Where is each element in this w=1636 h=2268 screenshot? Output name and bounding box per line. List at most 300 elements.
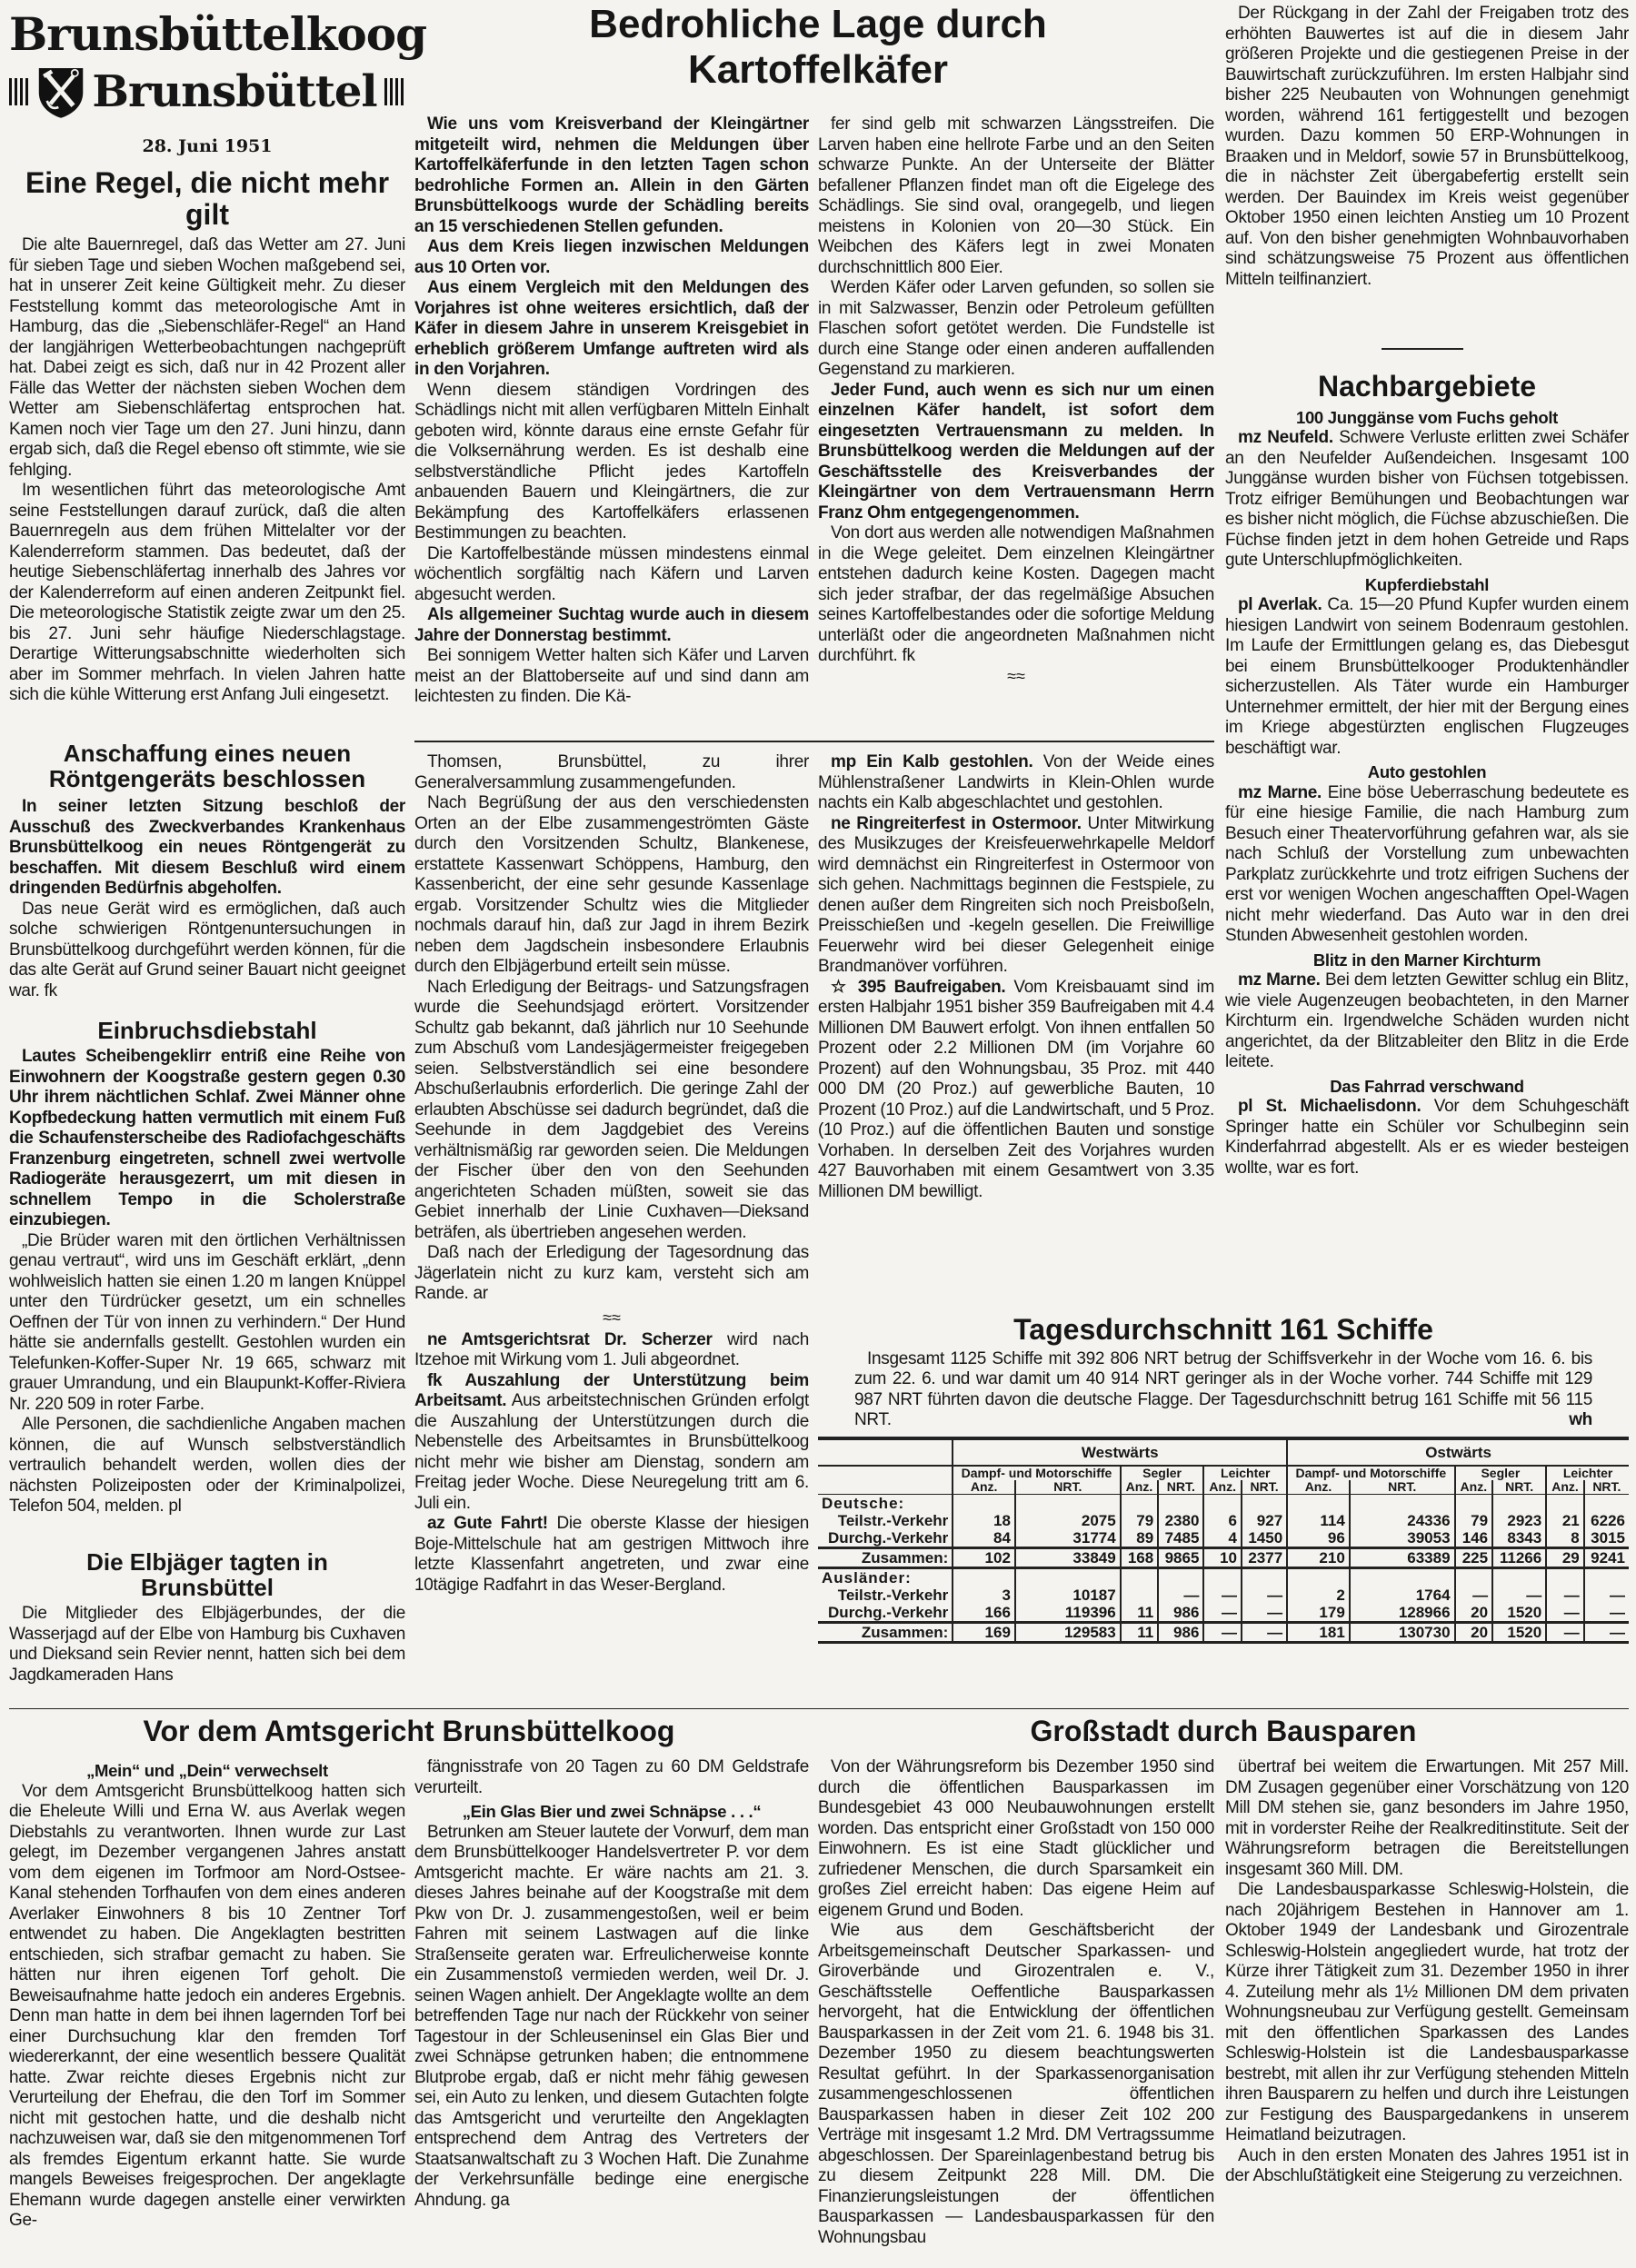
divider (414, 741, 1214, 742)
paragraph (1225, 1880, 1629, 2146)
dateline: fk Auszahlung der Unterstützung beim Arbeitsamt. (414, 1370, 809, 1410)
table-cell: — (1203, 1587, 1242, 1604)
paragraph-text: Vor dem Schuhgeschäft Springer hatte ein Schüler vor Schulbeginn sein Kinderfahrrad abgestellt. Als er es wieder besteigen wollte, war es fort. (1225, 1097, 1629, 1178)
masthead-subtitle: Brunsbüttel (92, 66, 377, 117)
unit-header: NRT. (1242, 1480, 1287, 1495)
paragraph-text: Ca. 15—20 Pfund Kupfer wurden einem hiesigen Landwirt von seinem Bodenraum gestohlen. Im Laufe der Ermittlungen gelang es, das Diebesgut bei einem Brunsbüttelkooger Produktenhändler sicherzustellen. Als Täter wurde ein Hamburger Unternehmer ermittelt, der hier mit der Bergung eines im Kriege abgestürzten englischen Flugzeuges beschäftigt war. (1225, 595, 1629, 758)
empty-cell (1584, 1567, 1629, 1587)
paragraph-list (9, 235, 405, 706)
article-headline: Anschaffung eines neuen Röntgengeräts beschlossen (48, 740, 366, 793)
empty-cell (1546, 1494, 1584, 1512)
paragraph-text: Wie aus dem Geschäftsbericht der Arbeitsgemeinschaft Deutscher Sparkassen- und Giroverbände und Girozentralen e. V., Geschäftsstelle Oeffentliche Bausparkassen hervorgeht, hat die Entwicklung der öffentlichen Bausparkassen in der Zeit vom 21. 6. 1948 bis 31. Dezember 1950 zu diesem beachtungswerten Resultat geführt. In der Sparkassenorganisation zusammengeschlossenen öffentlichen Bausparkassen haben in dieser Zeit 102 200 Verträge mit insgesamt 1.2 Mrd. DM Vertragssumme abgeschlossen. Der Spareinlagenbestand betrug bis zu diesem Zeitpunkt 228 Mill. DM. Die Finanzierungsleistungen der öffentlichen Bausparkassen — Landesbausparkassen für den Wohnungsbau (818, 1921, 1214, 2247)
article-bausparen-col-a (818, 1757, 1214, 2248)
paragraph (1225, 1097, 1629, 1179)
ship-type-header: Segler (1455, 1466, 1547, 1480)
paragraph-text: fer sind gelb mit schwarzen Längsstreifen. Die Larven haben eine hellrote Farbe und an den Seiten schwarze Punkte. An der Unterseite der Blätter befallener Pflanzen findet man oft die Eigelege des Schädlings. Sie sind oval, orangegelb, und liegen meistens in Kolonien von 20—30 Stück. Ein Weibchen des Käfers legt in zwei Monaten durchschnittlich 800 Eier. (818, 114, 1214, 277)
dateline: mz Marne. (1238, 970, 1321, 990)
paragraph-list (9, 797, 405, 1001)
table-cell: 2923 (1492, 1512, 1546, 1529)
table-cell: 31774 (1015, 1529, 1121, 1548)
paragraph (414, 381, 809, 544)
paragraph-list (1225, 1757, 1629, 2187)
table-cell: 20 (1455, 1604, 1493, 1623)
dateline: mp Ein Kalb gestohlen. (831, 752, 1033, 771)
table-cell: 6226 (1584, 1512, 1629, 1529)
paragraph-text: Nach Erledigung der Beitrags- und Satzungsfragen wurde die Seehundsjagd erörtert. Vorsitzender Schultz gab bekannt, daß jährlich nur 10 Seehunde zum Abschuß vom Landesjägermeister freigegeben seien. Selbstverständlich sei eine besondere Abschußerlaubnis erforderlich. Die geringe Zahl der erlaubten Abschüsse sei dadurch begründet, daß die Seehunde in dem Jagdgebiet des Vereins verhältnismäßig rar geworden seien. Die Meldungen der Fischer über den von den Seehunden angerichteten Schaden müßten, soweit sie das Gebiet innerhalb der Linie Cuxhaven—Dieksand beträfen, als übertrieben angesehen werden. (414, 977, 809, 1242)
paragraph (1225, 2146, 1629, 2187)
paragraph-list (414, 752, 809, 1305)
row-label: Durchg.-Verkehr (828, 1528, 949, 1547)
article-headline: Vor dem Amtsgericht Brunsbüttelkoog (143, 1715, 675, 1747)
article-amtsgericht-col-a (9, 1757, 405, 2232)
empty-cell (1350, 1494, 1455, 1512)
table-cell: — (1158, 1587, 1203, 1604)
section-label: Deutsche: (822, 1494, 905, 1512)
table-cell: 986 (1158, 1604, 1203, 1623)
paragraph-text: Aus einem Vergleich mit den Meldungen des Vorjahres ist ohne weiteres ersichtlich, daß der Käfer in diesem Jahre in unserem Kreisgebiet in erheblich größerem Umfange auftreten wird als in den Vorjahren. (414, 278, 809, 379)
table-cell: 8 (1546, 1529, 1584, 1548)
table-cell: 181 (1287, 1622, 1350, 1642)
paragraph (818, 978, 1214, 1203)
corner-cell (818, 1466, 953, 1480)
table-cell: — (1455, 1587, 1493, 1604)
paragraph-list (9, 1761, 405, 2232)
paragraph (414, 278, 809, 381)
table-cell: — (1242, 1622, 1287, 1642)
paragraph-text: 100 Junggänse vom Fuchs geholt (1295, 407, 1559, 427)
table-cell: — (1546, 1604, 1584, 1623)
table-row (818, 1512, 1629, 1529)
table-cell: 24336 (1350, 1512, 1455, 1529)
table-cell: 11266 (1492, 1547, 1546, 1567)
paragraph (414, 752, 809, 793)
article-schiffe (818, 1314, 1629, 1644)
article-intro (854, 1349, 1592, 1431)
paragraph-list (818, 1757, 1214, 2248)
section-headline: Nachbargebiete (1317, 370, 1537, 403)
table-cell: 986 (1158, 1622, 1203, 1642)
empty-cell (1584, 1494, 1629, 1512)
paragraph-text: Auch in den ersten Monaten des Jahres 1951 ist in der Abschlußtätigkeit eine Steigerung zu verzeichnen. (1225, 2145, 1629, 2185)
paragraph-text: Thomsen, Brunsbüttel, zu ihrer Generalversammlung zusammengefunden. (414, 752, 809, 792)
local-notes (818, 752, 1214, 1202)
article-headline: Eine Regel, die nicht mehr gilt (25, 166, 390, 231)
banner-ornament (384, 78, 405, 105)
banner-ornament (9, 78, 30, 105)
article-kartoffel-col-b (818, 114, 1214, 685)
table-cell: — (1242, 1587, 1287, 1604)
separator: ≈≈ (1007, 666, 1025, 685)
paragraph (9, 1047, 405, 1231)
table-cell: — (1546, 1587, 1584, 1604)
header-row (818, 1438, 1629, 1466)
section-row (818, 1567, 1629, 1587)
table-cell: — (1584, 1604, 1629, 1623)
dateline: pl Averlak. (1238, 595, 1322, 615)
paragraph-text: Auto gestohlen (1367, 762, 1487, 782)
paragraph-text: Vom Kreisbauamt sind im ersten Halbjahr 1951 bisher 359 Baufreigaben mit 4.4 Millionen DM Bauwert erfolgt. Von ihnen entfallen 50 Prozent oder 2.2 Millionen DM (im Vorjahre 60 Prozent) auf den Wohnungsbau, 35 Proz. mit 440 000 DM (20 Proz.) auf gewerbliche Bauten, 10 Prozent (10 Proz.) auf die Landwirtschaft, und 5 Proz. (10 Proz.) auf die öffentlichen Bauten und sonstige Vorhaben. In derselben Zeit des Vorjahres wurden 427 Bauvorhaben mit einem Gesamtwert von 3.35 Millionen DM bewilligt. (818, 977, 1214, 1201)
paragraph (414, 1757, 809, 1798)
header-row (818, 1480, 1629, 1495)
table-cell: 1520 (1492, 1604, 1546, 1623)
coat-of-arms-icon (37, 62, 85, 122)
paragraph-text: Die Mitglieder des Elbjägerbundes, der die Wasserjagd auf der Elbe von Hamburg bis Cuxhaven und Dieksand sein Revier nennt, hatten sich bei dem Jagdkameraden Hans (9, 1604, 405, 1685)
subheading (9, 1761, 405, 1782)
paragraph-list (818, 752, 1214, 1202)
unit-header: NRT. (1158, 1480, 1203, 1495)
unit-header: NRT. (1350, 1480, 1455, 1495)
paragraph-list (414, 1330, 809, 1597)
section-row (818, 1494, 1629, 1512)
unit-header: Anz. (1203, 1480, 1242, 1495)
table-cell: 210 (1287, 1547, 1350, 1567)
table-cell: 927 (1242, 1512, 1287, 1529)
paragraph-text: Vor dem Amtsgericht Brunsbüttelkoog hatten sich die Eheleute Willi und Erna W. aus Averlak wegen Diebstahls zu verantworten. Ihnen wurde zur Last gelegt, im Dezember vergangenen Jahres anstatt vom dem eigenen im Torfmoor am Nord-Ostsee-Kanal stehenden Torfhaufen von dem eines anderen Averlaker Einwohners 8 bis 10 Zentner Torf entwendet zu haben. Die Angeklagten bestritten entschieden, sich strafbar gemacht zu haben. Sie hätten nur ihren eigenen Torf geholt. Die Beweisaufnahme hatte jedoch ein anderes Ergebnis. Denn man hatte in dem bei ihnen lagernden Torf bei einer Durchsuchung klar den fremden Torf wiedererkannt, der eine wesentlich bessere Qualität hatte. Zwar reichte dieses Ergebnis nicht zur Verurteilung der Ehefrau, die den Torf im Sommer nicht mit gestochen hatte, und die deshalb nicht nachzuweisen war, daß sie den mitgenommenen Torf als fremdes Eigentum erkannt hatte. Sie wurde mangels Beweises freigesprochen. Der angeklagte Ehemann wurde dagegen anstelle einer verwirkten Ge- (9, 1781, 405, 2230)
paragraph (414, 1514, 809, 1596)
empty-cell (1350, 1567, 1455, 1587)
paragraph (818, 814, 1214, 978)
paragraph (414, 1243, 809, 1305)
paragraph (818, 1757, 1214, 1921)
table-cell: 96 (1287, 1529, 1350, 1548)
masthead (9, 7, 427, 122)
unit-header: Anz. (1287, 1480, 1350, 1495)
table-cell: — (1546, 1622, 1584, 1642)
dateline: az Gute Fahrt! (427, 1514, 548, 1533)
paragraph-text: wird nach Itzehoe mit Wirkung vom 1. Juli abgeordnet. (414, 1329, 809, 1369)
paragraph (1225, 428, 1629, 572)
article-headline: Einbruchsdiebstahl (97, 1017, 317, 1044)
corner-cell (818, 1438, 953, 1466)
paragraph-text: Jeder Fund, auch wenn es sich nur um einen einzelnen Käfer handelt, ist sofort dem eingesetzten Vertrauensmann zu melden. In Brunsbüttelkoog werden die Meldungen auf der Geschäftsstelle des Kreisverbandes der Kleingärtner von dem Vertrauensmann Herrn Franz Ohm entgegengenommen. (818, 380, 1214, 522)
ship-type-header: Dampf- und Motorschiffe (953, 1466, 1120, 1480)
paragraph-text: „Mein“ und „Dein“ verwechselt (86, 1761, 328, 1780)
table-cell: 9865 (1158, 1547, 1203, 1567)
direction-header: Ostwärts (1287, 1438, 1629, 1466)
paragraph-text: Aus arbeitstechnischen Gründen erfolgt die Auszahlung der Unterstützungen durch die Nebenstelle des Arbeitsamtes in Brunsbüttelkoog nicht mehr wie bisher am Dienstag, sondern am Freitag jeder Woche. Diese Neuregelung tritt am 6. Juli ein. (414, 1391, 809, 1513)
row-label: Zusammen: (818, 1547, 953, 1567)
table-cell: 2377 (1242, 1547, 1287, 1567)
article-elbjaeger-cont (414, 752, 809, 1596)
table-cell: — (1203, 1604, 1242, 1623)
masthead-title: Brunsbüttelkoog (9, 7, 427, 61)
table-cell: 11 (1121, 1622, 1159, 1642)
paragraph-text: Von dort aus werden alle notwendigen Maßnahmen in die Wege geleitet. Dem einzelnen Kleingärtner entstehen dadurch keine Kosten. Dagegen macht sich jeder strafbar, der das regelmäßige Absuchen seines Kartoffelbestandes oder die sofortige Meldung unterläßt oder die angeordneten Maßnahmen nicht durchführt. fk (818, 523, 1214, 665)
table-cell: — (1492, 1587, 1546, 1604)
paragraph (1225, 595, 1629, 759)
table-cell: 10 (1203, 1547, 1242, 1567)
table-cell: 33849 (1015, 1547, 1121, 1567)
row-label: Teilstr.-Verkehr (837, 1586, 949, 1604)
subheading (1225, 1077, 1629, 1098)
row-label: Teilstr.-Verkehr (837, 1511, 949, 1529)
paragraph-list (9, 1604, 405, 1686)
unit-header: NRT. (1015, 1480, 1121, 1495)
dateline: ☆ 395 Baufreigaben. (831, 977, 1006, 997)
paragraph (414, 544, 809, 606)
unit-header: Anz. (1546, 1480, 1584, 1495)
paragraph (818, 114, 1214, 278)
paragraph-text: Von der Währungsreform bis Dezember 1950 sind durch die öffentlichen Bausparkassen im Bundesgebiet 43 000 Neubauwohnungen erstellt worden. Das entspricht einer Großstadt von 150 000 Einwohnern. Es ist eine Stadt glücklicher und zufriedener Menschen, die durch Sparsamkeit ein großes Ziel erreicht haben: Das eigene Heim auf eigenem Grund und Boden. (818, 1757, 1214, 1920)
article-baufreigaben-cont (1225, 4, 1629, 290)
intro-text: Insgesamt 1125 Schiffe mit 392 806 NRT betrug der Schiffsverkehr in der Woche vom 16. 6. bis zum 22. 6. und war damit um 40 914 NRT geringer als in der Woche vorher. 744 Schiffe mit 129 987 NRT führten davon die deutsche Flagge. Der Tagesdurchschnitt betrug 161 Schiffe mit 56 115 NRT. (854, 1348, 1592, 1430)
article-amtsgericht-col-b (414, 1757, 809, 2211)
table-cell: 169 (953, 1622, 1015, 1642)
empty-cell (1287, 1567, 1350, 1587)
table-cell: 79 (1121, 1512, 1159, 1529)
paragraph (414, 114, 809, 237)
paragraph-text: Daß nach der Erledigung der Tagesordnung das Jägerlatein nicht zu kurz kam, versteht sich am Rande. ar (414, 1243, 809, 1303)
paragraph-text: „Die Brüder waren mit den örtlichen Verhältnissen genau vertraut“, wird uns im Geschäft erklärt, „denn wohlweislich hatten sie einen 1.20 m langen Knüppel unter den Türdrücker gesetzt, um ein schnelles Oeffnen der Tür von innen zu verhindern.“ Der Hund hätte sie andernfalls gestellt. Gestohlen wurden ein Telefunken-Koffer-Super Nr. 19 665, schwarz mit grauer Umrandung, und ein Blaupunkt-Koffer-Riviera Nr. 220 509 in roter Farbe. (9, 1230, 405, 1414)
paragraph-text: übertraf bei weitem die Erwartungen. Mit 257 Mill. DM Zusagen gegenüber einer Vorschätzung von 120 Mill DM stehen sie, ganz besonders im Jahre 1950, mit in vorderster Reihe der Realkreditinstitute. Seit der Währungsreform betragen die Bereitstellungen insgesamt 360 Mill. DM. (1225, 1757, 1629, 1879)
paragraph (9, 481, 405, 706)
table-cell: 114 (1287, 1512, 1350, 1529)
unit-header: NRT. (1584, 1480, 1629, 1495)
table-cell: 168 (1121, 1547, 1159, 1567)
paragraph-list (414, 114, 809, 708)
empty-cell (1203, 1494, 1242, 1512)
table-cell: 1520 (1492, 1622, 1546, 1642)
dateline: ne Amtsgerichtsrat Dr. Scherzer (427, 1329, 713, 1349)
table-cell: 2 (1287, 1587, 1350, 1604)
paragraph (1225, 4, 1629, 290)
paragraph (414, 237, 809, 278)
table-cell: 89 (1121, 1529, 1159, 1548)
paragraph (414, 646, 809, 708)
ship-type-header: Segler (1121, 1466, 1204, 1480)
subheading (1225, 408, 1629, 429)
paragraph (818, 1921, 1214, 2248)
table-cell: 146 (1455, 1529, 1493, 1548)
paragraph-text: Im wesentlichen führt das meteorologische Amt seine Feststellungen darauf zurück, daß die alten Bauernregeln aus dem frühen Mittelalter vor der Kalenderreform stammen. Das bedeutet, daß der heutige Siebenschläfertag innerhalb des Jahres vor der Kalenderreform auf einen anderen Zeitpunkt fiel. Die meteorologische Statistik zeigte zwar um den 25. bis 27. Juni sehr häufige Niederschlagstage. Derartige Witterungsabschnitte wiederholten sich aber im Sommer mehrfach. In vielen Jahren hatte sich die kühle Witterung erst Anfang Juli eingesetzt. (9, 481, 405, 705)
paragraph-text: „Ein Glas Bier und zwei Schnäpse . . .“ (462, 1802, 762, 1821)
table-cell: 179 (1287, 1604, 1350, 1623)
paragraph (818, 523, 1214, 667)
table-cell: 11 (1121, 1604, 1159, 1623)
empty-cell (1492, 1494, 1546, 1512)
paragraph (818, 381, 1214, 524)
table-cell: 6 (1203, 1512, 1242, 1529)
paragraph-text: Eine böse Ueberraschung bedeutete es für eine hiesige Familie, die nach Hamburg zum Besuch einer Theatervorführung gefahren war, als sie nach Schluß der Vorstellung zum unbewachten Parkplatz zurückkehrte und trotz eifrigen Suchens der erst vor wenigen Wochen angeschafften Opel-Wagen nicht mehr wiederfand. Das Auto war in den drei Stunden Abwesenheit gestohlen worden. (1225, 782, 1630, 946)
article-headline: Großstadt durch Bausparen (1030, 1715, 1417, 1747)
table-row (818, 1622, 1629, 1642)
paragraph-list (1225, 408, 1629, 1179)
paragraph (414, 1330, 809, 1371)
paragraph-text: Als allgemeiner Suchtag wurde auch in diesem Jahre der Donnerstag bestimmt. (414, 605, 809, 645)
paragraph-text: Die Kartoffelbestände müssen mindestens einmal wöchentlich sorgfältig nach Käfern und Larven abgesucht werden. (414, 543, 809, 604)
empty-cell (1455, 1567, 1493, 1587)
unit-header: NRT. (1492, 1480, 1546, 1495)
subheading (414, 1802, 809, 1823)
paragraph-text: Alle Personen, die sachdienliche Angaben machen können, die auf Wunsch selbstverständlich vertraulich behandelt werden, wollen dies der nächsten Polizeiposten oder der Kriminalpolizei, Telefon 504, melden. pl (9, 1415, 405, 1517)
table-cell: 2380 (1158, 1512, 1203, 1529)
empty-cell (1287, 1494, 1350, 1512)
table-cell: 29 (1546, 1547, 1584, 1567)
empty-cell (1158, 1494, 1203, 1512)
lead-headline: Bedrohliche Lage durch Kartoffelkäfer (589, 2, 1047, 92)
table-cell: 225 (1455, 1547, 1493, 1567)
paragraph-list (9, 1047, 405, 1517)
table-cell: — (1203, 1622, 1242, 1642)
paragraph-text: Wie uns vom Kreisverband der Kleingärtner mitgeteilt wird, nehmen die Meldungen über Kartoffelkäferfunde in den letzten Tagen schon bedrohliche Formen an. Allein in den Gärten Brunsbüttelkoogs wurde der Schädling bereits an 15 verschiedenen Stellen gefunden. (414, 114, 809, 236)
table-cell: 39053 (1350, 1529, 1455, 1548)
table-cell: 20 (1455, 1622, 1493, 1642)
separator: ≈≈ (603, 1308, 621, 1327)
dateline: mz Marne. (1238, 782, 1322, 802)
paragraph-text: Schwere Verluste erlitten zwei Schäfer an den Neufelder Außendeichen. Insgesamt 100 Junggänse wurden bisher von Füchsen totgebissen. Trotz eifriger Bemühungen und Beobachtungen war es bisher nicht möglich, die Füchse abzuschießen. Die Füchse finden jetzt in dem hohen Getreide und Raps gute Unterschlupfmöglichkeiten. (1225, 428, 1629, 571)
paragraph-text: Betrunken am Steuer lautete der Vorwurf, dem man dem Brunsbüttelkooger Handelsvertreter P. vor dem Amtsgericht machte. Er wäre nachts am 21. 3. dieses Jahres beinahe auf der Koogstraße mit dem Pkw von Dr. J. zusammengestoßen, weil er beim Fahren mit seinem Lastwagen auf die linke Straßenseite geraten war. Erfreulicherweise konnte ein Zusammenstoß vermieden werden, weil Dr. J. seinen Wagen anhielt. Der Angeklagte wollte an dem betreffenden Tage nur nach der Rückkehr von seiner Tagestour in der Schleuseninsel ein Glas Bier und zwei Schnäpse getrunken haben; die entnommene Blutprobe ergab, daß er nicht mehr fähig gewesen sei, ein Auto zu lenken, und diesem Gutachten folgte das Amtsgericht und verurteilte den Angeklagten entsprechend dem Antrag des Vertreters der Staatsanwaltschaft zu 3 Wochen Haft. Die Zunahme der Verkehrsunfälle bedinge eine energische Ahndung. ga (414, 1822, 809, 2210)
table-row (818, 1529, 1629, 1548)
row-label: Durchg.-Verkehr (828, 1603, 949, 1621)
paragraph (414, 1823, 809, 2212)
table-cell: — (1584, 1622, 1629, 1642)
empty-cell (1121, 1567, 1159, 1587)
paragraph (9, 235, 405, 481)
table-row (818, 1587, 1629, 1604)
paragraph-text: Der Rückgang in der Zahl der Freigaben trotz des erhöhten Bauwertes ist auf die in diesem Jahr größeren Projekte und die gestiegenen Preise in der Bauwirtschaft zurückzuführen. Im ersten Halbjahr sind bisher 225 Neubauten von Wohnungen genehmigt worden, während 161 fertiggestellt und bezogen wurden. Dazu kommen 50 ERP-Wohnungen in Braaken und in Meldorf, sowie 57 in Brunsbüttelkoog, die in nächster Zeit übergabefertig erstellt sein werden. Der Bauindex im Kreis weist gegenüber Oktober 1950 einen leichten Anstieg um 10 Prozent auf. Von den bisher genehmigten Wohnbauvorhaben sind schätzungsweise 75 Prozent aus öffentlichen Mitteln teilfinanziert. (1225, 4, 1629, 289)
empty-cell (953, 1494, 1015, 1512)
table-cell: 3015 (1584, 1529, 1629, 1548)
paragraph-text: Aus dem Kreis liegen inzwischen Meldungen aus 10 Orten vor. (414, 237, 809, 277)
table-cell: 21 (1546, 1512, 1584, 1529)
row-label: Zusammen: (818, 1622, 953, 1642)
paragraph-list (818, 114, 1214, 667)
empty-cell (1158, 1567, 1203, 1587)
table-row (818, 1547, 1629, 1567)
table-cell: 63389 (1350, 1547, 1455, 1567)
paragraph-text: Die alte Bauernregel, daß das Wetter am 27. Juni für sieben Tage und sieben Wochen maßgebend sei, hat in unserer Zeit keine Gültigkeit mehr. Zu dieser Feststellung kommt das meteorologische Amt in Hamburg, das die „Siebenschläfer-Regel“ an Hand der langjährigen Wetterbeobachtungen nachgeprüft hat. Dabei zeigt es sich, daß nur in 42 Prozent aller Fälle das Wetter der nächsten sieben Wochen dem Wetter am Siebenschläfertag entsprochen hat. Kamen noch vier Tage um den 27. Juni hinzu, dann ergab sich, daß die Regel ebenso oft stimmte, wie sie fehlging. (9, 235, 405, 480)
table-cell: 3 (953, 1587, 1015, 1604)
paragraph-text: Das Fahrrad verschwand (1330, 1076, 1524, 1096)
empty-cell (1492, 1567, 1546, 1587)
paragraph (9, 900, 405, 1002)
article-bausparen-col-b (1225, 1757, 1629, 2187)
table-cell: 8343 (1492, 1529, 1546, 1548)
direction-header: Westwärts (953, 1438, 1287, 1466)
paragraph-list (414, 1757, 809, 2211)
subheading (1225, 950, 1629, 971)
table-cell: 1764 (1350, 1587, 1455, 1604)
paragraph-text: Kupferdiebstahl (1364, 574, 1490, 594)
article-regel (9, 167, 405, 706)
paragraph-text: Von der Weide eines Mühlenstraßener Landwirts in Klein-Ohlen wurde nachts ein Kalb abgeschlachtet und gestohlen. (818, 752, 1214, 812)
subheading (1225, 762, 1629, 783)
paragraph-text: Bei dem letzten Gewitter schlug ein Blitz, wie viele Augenzeugen beobachteten, in den Marner Kirchturm ein. Irgendwelche Schäden wurden nicht angerichtet, da der Blitzableiter den Blitz in die Erde leitete. (1225, 970, 1629, 1072)
paragraph (1225, 970, 1629, 1073)
paragraph (818, 278, 1214, 381)
table-cell: 2075 (1015, 1512, 1121, 1529)
paragraph-text: Wenn diesem ständigen Vordringen des Schädlings nicht mit allen verfügbaren Mitteln Einhalt geboten wird, könnte daraus eine ernste Gefahr für die Volksernährung werden. Es ist deshalb eine selbstverständliche Pflicht jedes Kartoffeln anbauenden Bauern und Kleingärtners, die zur Bekämpfung des Kartoffelkäfers erlassenen Bestimmungen zu beachten. (414, 380, 809, 542)
empty-cell (1121, 1494, 1159, 1512)
paragraph-text: Lautes Scheibengeklirr entriß eine Reihe von Einwohnern der Koogstraße gestern gegen 0.30 Uhr ihrem nächtlichen Schlaf. Zwei Männer ohne Kopfbedeckung hatten vermutlich mit einem Fuß die Schaufensterscheibe des Radiofachgeschäfts Franzenburg eingetreten, schnell zwei wertvolle Radiogeräte herausgezerrt, um mit diesen in schnellem Tempo in die Scholerstraße einzubiegen. (9, 1047, 405, 1230)
empty-cell (1242, 1494, 1287, 1512)
section-label: Ausländer: (822, 1568, 912, 1587)
issue-date: 28. Juni 1951 (142, 136, 273, 156)
paragraph (1225, 783, 1629, 947)
subheading (1225, 575, 1629, 596)
article-elbjaeger (9, 1549, 405, 1686)
article-kartoffel-col-a (414, 114, 809, 708)
paragraph (818, 752, 1214, 814)
corner-cell (818, 1480, 953, 1495)
table-cell: 79 (1455, 1512, 1493, 1529)
table-cell: 84 (953, 1529, 1015, 1548)
article-headline: Die Elbjäger tagten in Brunsbüttel (86, 1548, 328, 1602)
paragraph-text: Unter Mitwirkung des Musikzuges der Kreisfeuerwehrkapelle Meldorf wird demnächst ein Ringreiterfest in Ostermoor von sich gehen. Nachmittags beginnen die Festspiele, zu denen außer dem Ringreiten sich noch Preisboßeln, Preisschießen und -kegeln gesellen. Die Freiwillige Feuerwehr wird bei dieser Gelegenheit einige Brandmanöver vorführen. (818, 813, 1214, 976)
empty-cell (1242, 1567, 1287, 1587)
paragraph (9, 797, 405, 900)
paragraph-text: In seiner letzten Sitzung beschloß der Ausschuß des Zweckverbandes Krankenhaus Brunsbüttelkoog ein neues Röntgengerät zu beschaffen. Mit diesem Beschluß wird einem dringenden Bedürfnis abgeholfen. (9, 797, 405, 899)
divider (9, 1708, 1629, 1709)
table-cell: 129583 (1015, 1622, 1121, 1642)
ship-traffic-table (818, 1437, 1629, 1644)
divider (1382, 348, 1463, 350)
paragraph (9, 1415, 405, 1517)
ship-type-header: Leichter (1546, 1466, 1629, 1480)
paragraph-text: Die Landesbausparkasse Schleswig-Holstein, die nach 20jährigem Bestehen in Hannover am 1. Oktober 1949 der Landesbank und Girozentrale Schleswig-Holstein angegliedert wurde, hat trotz der Kürze ihrer Tätigkeit zum 31. Dezember 1950 in ihrer 4. Zuteilung mehr als 1½ Millionen DM dem privaten Wohnungsneubau zur Verfügung gestellt. Gemeinsam mit den öffentlichen Sparkassen des Landes Schleswig-Holstein ist die Landesbausparkasse bestrebt, mit allen ihr zur Verfügung stehenden Mitteln ihren Bausparern zu helfen und durch ihre Leistungen zur Festigung des Bauspargedankens in unserem Heimatland beizutragen. (1225, 1880, 1629, 2144)
dateline: pl St. Michaelisdonn. (1238, 1097, 1422, 1117)
paragraph-text: Die oberste Klasse der hiesigen Boje-Mittelschule hat am gestrigen Mittwoch ihre letzte Klassenfahrt angetreten, und zwar eine 10tägige Radfahrt in das Weser-Bergland. (414, 1514, 809, 1595)
empty-cell (1015, 1494, 1121, 1512)
article-nachbargebiete (1225, 371, 1629, 1179)
table-cell: 9241 (1584, 1547, 1629, 1567)
table-cell: 119396 (1015, 1604, 1121, 1623)
article-headline: Tagesdurchschnitt 161 Schiffe (1013, 1313, 1433, 1346)
empty-cell (953, 1567, 1015, 1587)
unit-header: Anz. (1455, 1480, 1493, 1495)
paragraph-text: Das neue Gerät wird es ermöglichen, daß auch solche schwierigen Röntgenuntersuchungen in Brunsbüttelkoog durchgeführt werden können, für die das alte Gerät auf Grund seiner Bauart nicht geeignet war. fk (9, 899, 405, 1000)
table-cell: 7485 (1158, 1529, 1203, 1548)
unit-header: Anz. (1121, 1480, 1159, 1495)
paragraph (9, 1604, 405, 1686)
paragraph-list (1225, 4, 1629, 290)
article-einbruch (9, 1018, 405, 1517)
dateline: mz Neufeld. (1238, 428, 1333, 448)
table-cell: 128966 (1350, 1604, 1455, 1623)
table-cell: 1450 (1242, 1529, 1287, 1548)
empty-cell (1015, 1567, 1121, 1587)
table-cell (1121, 1587, 1159, 1604)
paragraph (414, 978, 809, 1244)
table-cell: 130730 (1350, 1622, 1455, 1642)
ship-type-header: Leichter (1203, 1466, 1287, 1480)
ship-type-header: Dampf- und Motorschiffe (1287, 1466, 1454, 1480)
empty-cell (1546, 1567, 1584, 1587)
table-cell: — (1584, 1587, 1629, 1604)
paragraph-text: Bei sonnigem Wetter halten sich Käfer und Larven meist an der Blattoberseite auf und sind dann am leichtesten zu finden. Die Kä- (414, 646, 809, 706)
paragraph-text: Blitz in den Marner Kirchturm (1312, 950, 1541, 970)
paragraph (9, 1782, 405, 2232)
table-row (818, 1604, 1629, 1623)
table-cell: 18 (953, 1512, 1015, 1529)
empty-cell (1203, 1567, 1242, 1587)
paragraph-text: Nach Begrüßung der aus den verschiedensten Orten an der Elbe zusammengeströmten Gäste durch den Vorsitzenden Schultz, Blankenese, erstattete Kassenwart Schöppens, Hamburg, den Kassenbericht, der eine sehr gesunde Kassenlage ergab. Vorsitzender Schultz wies die Mitglieder nochmals darauf hin, daß zur Jagd in ihrem Bezirk neben dem Jagdschein insbesondere Erlaubnis durch den Elbjägerbund erteilt sein müsse. (414, 793, 809, 976)
paragraph (414, 1371, 809, 1515)
paragraph (1225, 1757, 1629, 1880)
table-cell: 4 (1203, 1529, 1242, 1548)
table-cell: 102 (953, 1547, 1015, 1567)
dateline: ne Ringreiterfest in Ostermoor. (831, 813, 1082, 833)
author-initials: wh (1569, 1410, 1592, 1430)
ship-table (818, 1437, 1629, 1644)
paragraph (9, 1231, 405, 1416)
paragraph-text: Werden Käfer oder Larven gefunden, so sollen sie in mit Salzwasser, Benzin oder Petroleum gefüllten Flaschen sofort getötet werden. Die Fundstelle ist durch eine Stange oder einen anderen auffallenden Gegenstand zu markieren. (818, 278, 1214, 379)
table-cell: — (1242, 1604, 1287, 1623)
article-roentgen (9, 741, 405, 1001)
paragraph (414, 793, 809, 978)
paragraph (414, 605, 809, 646)
empty-cell (1455, 1494, 1493, 1512)
